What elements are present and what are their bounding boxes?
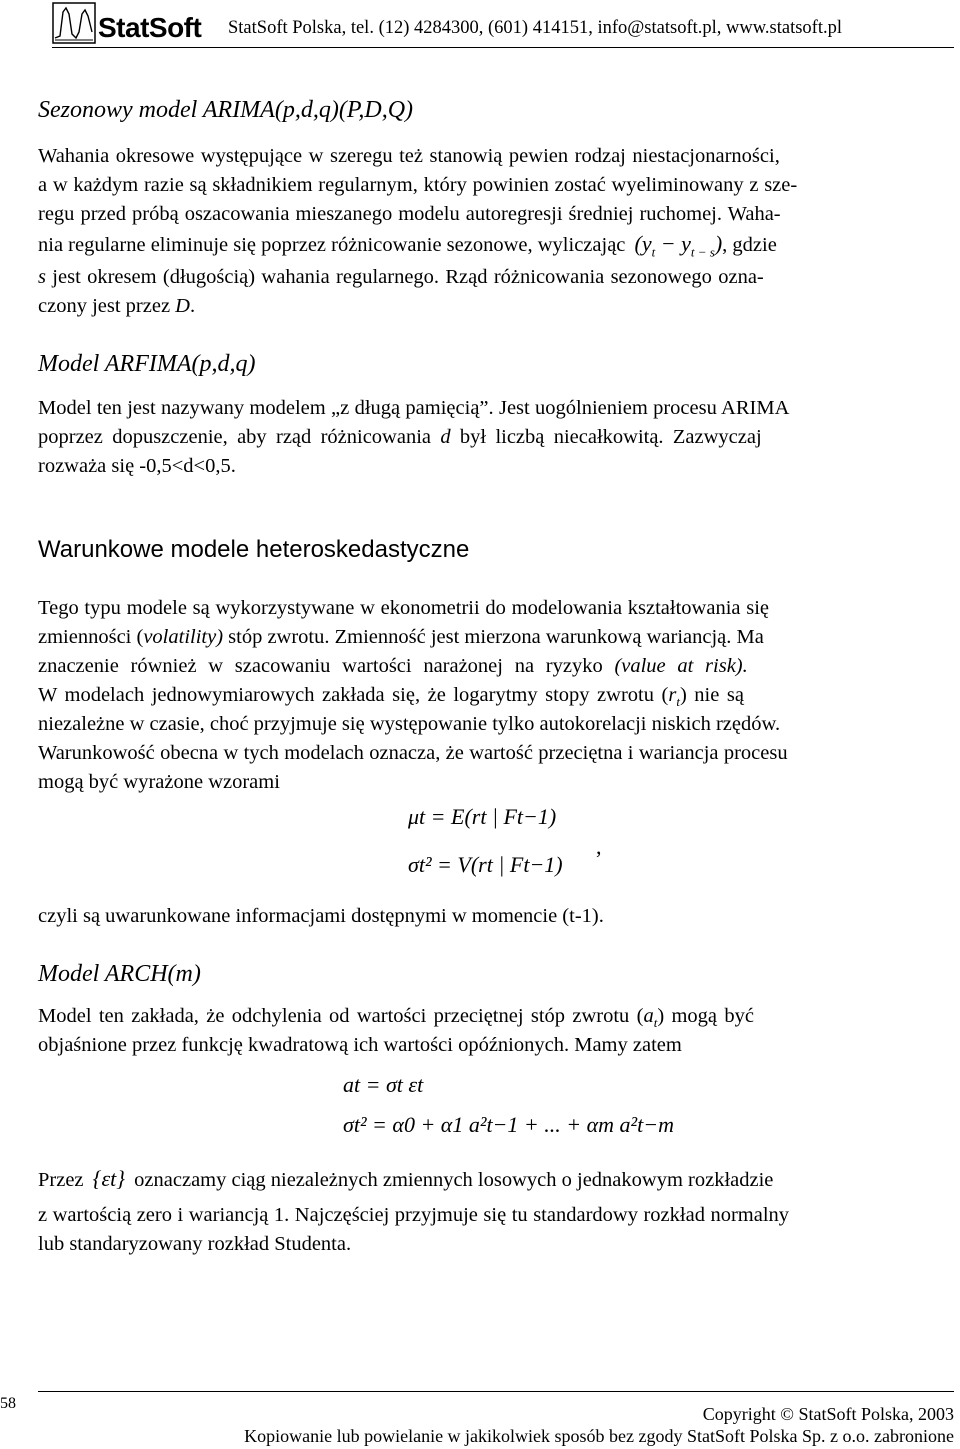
paragraph-line bbox=[38, 623, 954, 652]
epsilon-sequence: {εt} bbox=[92, 1166, 126, 1191]
text-span: Przez bbox=[38, 1169, 84, 1191]
paragraph-line: a w każdym razie są składnikiem regularnym, który powinien zostać wyeliminowany z sze- bbox=[38, 174, 798, 196]
paragraph-line: Wahania okresowe występujące w szeregu też stanowią pewien rodzaj niestacjonarności, bbox=[38, 145, 780, 167]
hetero-heading: Warunkowe modele heteroskedastyczne bbox=[38, 536, 470, 563]
footer-copyright: Copyright © StatSoft Polska, 2003 bbox=[702, 1404, 954, 1424]
text-span: Model ten zakłada, że odchylenia od wartości przeciętnej stóp zwrotu ( bbox=[38, 1005, 644, 1027]
paragraph-line: Tego typu modele są wykorzystywane w ekonometrii do modelowania kształtowania się bbox=[38, 597, 769, 619]
logo-text: StatSoft bbox=[98, 12, 202, 43]
formula-sub: t bbox=[651, 244, 656, 260]
paragraph-line bbox=[38, 652, 954, 681]
paragraph-line bbox=[38, 292, 954, 321]
text-span: ) nie są bbox=[679, 684, 744, 706]
equation-conditional-variance: σt² = V(rt | Ft−1) bbox=[408, 852, 563, 877]
text-span: W modelach jednowymiarowych zakłada się, że logarytmy stopy zwrotu ( bbox=[38, 684, 669, 706]
header-contact-info: StatSoft Polska, tel. (12) 4284300, (601) 414151, info@statsoft.pl, www.statsoft.pl bbox=[228, 18, 842, 38]
text-span: poprzez dopuszczenie, aby rząd różnicowania bbox=[38, 426, 441, 448]
text-span: a bbox=[643, 1005, 654, 1027]
header-divider bbox=[52, 47, 954, 48]
paragraph-line: niezależne w czasie, choć przyjmuje się występowanie tylko autokorelacji niskich rzędów. bbox=[38, 713, 781, 735]
paragraph-line: z wartością zero i wariancją 1. Najczęściej przyjmuje się tu standardowy rozkład normalny bbox=[38, 1204, 790, 1226]
text-span: r bbox=[668, 684, 677, 706]
text-span: czony jest przez bbox=[38, 295, 176, 317]
paragraph-line bbox=[38, 263, 954, 292]
text-span: zmienności ( bbox=[38, 626, 144, 648]
text-span: . bbox=[189, 295, 196, 317]
paragraph-line: rozważa się -0,5<d<0,5. bbox=[38, 455, 236, 477]
equation-conditional-mean: μt = E(rt | Ft−1) bbox=[408, 804, 557, 829]
equation-comma: , bbox=[596, 834, 602, 859]
text-span: d bbox=[440, 426, 451, 448]
text-span: nia regularne eliminuje się poprzez różnicowanie sezonowe, wyliczając bbox=[38, 234, 626, 256]
arch-heading: Model ARCH(m) bbox=[38, 961, 201, 987]
formula-part: − y bbox=[655, 231, 691, 256]
footer-notice: Kopiowanie lub powielanie w jakikolwiek sposób bez zgody StatSoft Polska Sp. z o.o. zabronione bbox=[244, 1426, 954, 1446]
paragraph-line: Warunkowość obecna w tych modelach oznacza, że wartość przeciętna i wariancja procesu bbox=[38, 742, 788, 764]
text-span: , gdzie bbox=[722, 234, 777, 256]
formula-part: ) bbox=[714, 231, 723, 256]
seasonal-diff-formula bbox=[634, 231, 723, 260]
paragraph-line: regu przed próbą oszacowania mieszanego modelu autoregresji średniej ruchomej. Waha- bbox=[38, 203, 781, 225]
paragraph-line bbox=[38, 1164, 954, 1195]
text-span: volatility) bbox=[143, 626, 224, 648]
text-span: oznaczamy ciąg niezależnych zmiennych losowych o jednakowym rozkładzie bbox=[134, 1169, 774, 1191]
paragraph-line: Model ten jest nazywany modelem „z długą pamięcią”. Jest uogólnieniem procesu ARIMA bbox=[38, 397, 790, 419]
page-header bbox=[52, 0, 952, 48]
footer-divider bbox=[38, 1391, 954, 1392]
text-span: D bbox=[175, 295, 190, 317]
text-span: jest okresem (długością) wahania regularnego. Rząd różnicowania sezonowego ozna- bbox=[45, 266, 764, 288]
formula-sub: t − s bbox=[690, 244, 715, 260]
text-span: znaczenie również w szacowaniu wartości narażonej na ryzyko bbox=[38, 655, 615, 677]
text-span: ) mogą być bbox=[657, 1005, 754, 1027]
text-sub: t bbox=[653, 1015, 658, 1031]
equation-arch-variance: σt² = α0 + α1 a²t−1 + ... + αm a²t−m bbox=[343, 1112, 674, 1137]
paragraph-line: mogą być wyrażone wzorami bbox=[38, 771, 280, 793]
text-sub: t bbox=[676, 694, 680, 710]
formula-part: (y bbox=[634, 231, 652, 256]
arfima-heading: Model ARFIMA(p,d,q) bbox=[38, 351, 256, 377]
sarima-heading: Sezonowy model ARIMA(p,d,q)(P,D,Q) bbox=[38, 97, 414, 123]
paragraph-line: objaśnione przez funkcję kwadratową ich wartości opóźnionych. Mamy zatem bbox=[38, 1034, 682, 1056]
page-number: 58 bbox=[0, 1395, 16, 1412]
text-span: był liczbą niecałkowitą. Zazwyczaj bbox=[450, 426, 762, 448]
paragraph-line bbox=[38, 423, 954, 452]
paragraph-line bbox=[38, 229, 954, 266]
text-span: (value at risk). bbox=[614, 655, 748, 677]
statsoft-logo-icon bbox=[52, 2, 96, 44]
paragraph-line: czyli są uwarunkowane informacjami dostępnymi w momencie (t-1). bbox=[38, 905, 604, 927]
text-span: stóp zwrotu. Zmienność jest mierzona warunkową wariancją. Ma bbox=[223, 626, 764, 648]
text-span: s bbox=[38, 266, 46, 288]
equation-arch-innovation: at = σt εt bbox=[343, 1072, 424, 1097]
paragraph-line: lub standaryzowany rozkład Studenta. bbox=[38, 1233, 352, 1255]
